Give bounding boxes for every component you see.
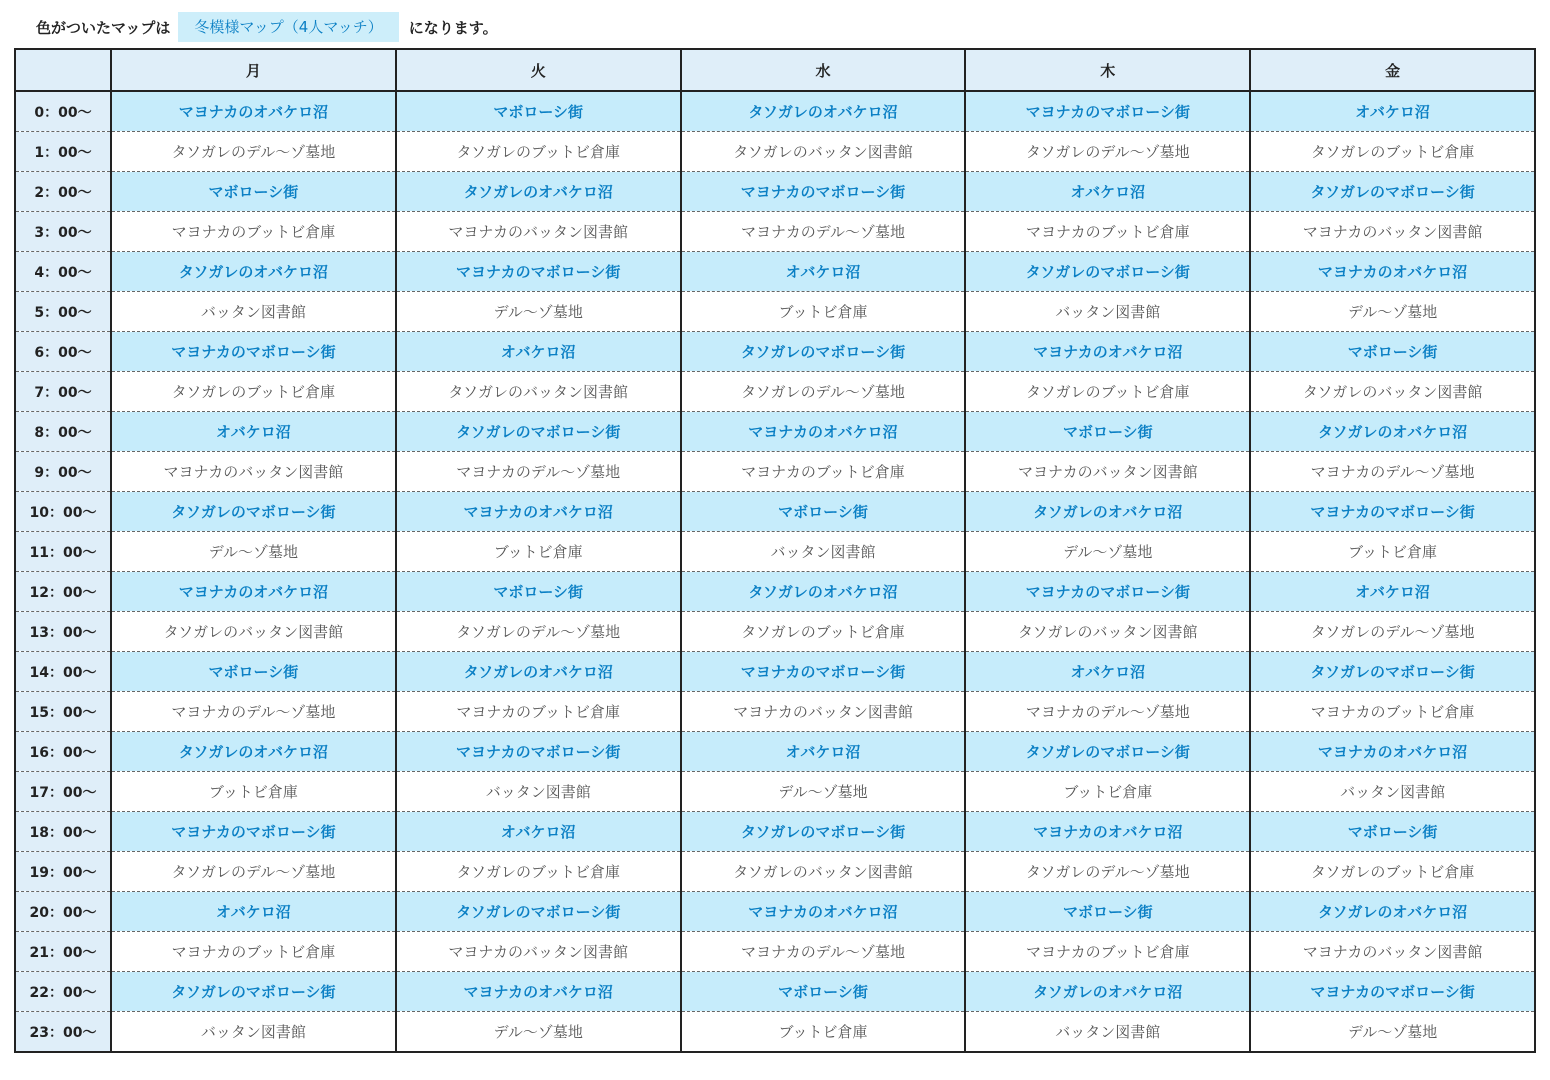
- map-cell: マヨナカのブットビ倉庫: [965, 212, 1250, 252]
- map-cell: タソガレのオバケロ沼: [1250, 412, 1535, 452]
- map-cell: タソガレのオバケロ沼: [681, 572, 966, 612]
- map-cell: マヨナカのマボローシ街: [111, 812, 396, 852]
- map-cell: マヨナカのマボローシ街: [1250, 972, 1535, 1012]
- map-cell: タソガレのバッタン図書館: [965, 612, 1250, 652]
- time-slot-label: 23：00～: [15, 1012, 111, 1053]
- map-cell: マヨナカのバッタン図書館: [1250, 212, 1535, 252]
- time-slot-label: 0：00～: [15, 91, 111, 132]
- map-cell: デル～ゾ墓地: [1250, 1012, 1535, 1053]
- header-wed: 水: [681, 49, 966, 91]
- map-cell: マボローシ街: [111, 652, 396, 692]
- map-cell: マボローシ街: [396, 572, 681, 612]
- map-cell: タソガレのマボローシ街: [965, 732, 1250, 772]
- table-row: [15, 172, 1535, 212]
- map-cell: マヨナカのオバケロ沼: [965, 332, 1250, 372]
- map-cell: マヨナカのブットビ倉庫: [1250, 692, 1535, 732]
- map-cell: タソガレのデル～ゾ墓地: [396, 612, 681, 652]
- map-cell: タソガレのマボローシ街: [965, 252, 1250, 292]
- map-cell: マヨナカのバッタン図書館: [396, 932, 681, 972]
- map-cell: オバケロ沼: [965, 652, 1250, 692]
- map-cell: ブットビ倉庫: [111, 772, 396, 812]
- map-cell: マヨナカのオバケロ沼: [111, 572, 396, 612]
- table-row: [15, 1012, 1535, 1053]
- map-cell: デル～ゾ墓地: [965, 532, 1250, 572]
- map-cell: マヨナカのデル～ゾ墓地: [396, 452, 681, 492]
- time-slot-label: 7：00～: [15, 372, 111, 412]
- map-cell: マヨナカのオバケロ沼: [396, 972, 681, 1012]
- time-slot-label: 6：00～: [15, 332, 111, 372]
- time-slot-label: 15：00～: [15, 692, 111, 732]
- table-row: [15, 572, 1535, 612]
- map-cell: マヨナカのデル～ゾ墓地: [111, 692, 396, 732]
- map-cell: タソガレのオバケロ沼: [111, 252, 396, 292]
- map-cell: マボローシ街: [1250, 812, 1535, 852]
- time-slot-label: 4：00～: [15, 252, 111, 292]
- map-cell: マヨナカのマボローシ街: [681, 652, 966, 692]
- map-cell: マヨナカのデル～ゾ墓地: [681, 212, 966, 252]
- time-slot-label: 3：00～: [15, 212, 111, 252]
- map-cell: タソガレのオバケロ沼: [965, 492, 1250, 532]
- map-cell: タソガレのオバケロ沼: [396, 652, 681, 692]
- map-cell: オバケロ沼: [965, 172, 1250, 212]
- header-time: [15, 49, 111, 91]
- map-cell: タソガレのマボローシ街: [1250, 652, 1535, 692]
- map-cell: タソガレのブットビ倉庫: [396, 132, 681, 172]
- map-cell: タソガレのブットビ倉庫: [681, 612, 966, 652]
- map-cell: マボローシ街: [965, 892, 1250, 932]
- map-cell: タソガレのブットビ倉庫: [396, 852, 681, 892]
- map-cell: マヨナカのマボローシ街: [396, 732, 681, 772]
- table-row: [15, 692, 1535, 732]
- table-row: [15, 212, 1535, 252]
- header-tue: 火: [396, 49, 681, 91]
- map-cell: タソガレのデル～ゾ墓地: [111, 132, 396, 172]
- table-row: [15, 892, 1535, 932]
- map-cell: ブットビ倉庫: [1250, 532, 1535, 572]
- map-cell: タソガレのデル～ゾ墓地: [965, 852, 1250, 892]
- map-cell: マボローシ街: [681, 492, 966, 532]
- map-cell: タソガレのブットビ倉庫: [1250, 132, 1535, 172]
- header-row: [15, 49, 1535, 91]
- map-cell: マヨナカのオバケロ沼: [111, 91, 396, 132]
- map-cell: マヨナカのマボローシ街: [1250, 492, 1535, 532]
- map-cell: オバケロ沼: [681, 732, 966, 772]
- map-cell: マヨナカのオバケロ沼: [965, 812, 1250, 852]
- map-cell: タソガレのオバケロ沼: [681, 91, 966, 132]
- map-cell: タソガレのマボローシ街: [1250, 172, 1535, 212]
- table-row: [15, 332, 1535, 372]
- map-cell: タソガレのブットビ倉庫: [965, 372, 1250, 412]
- map-cell: タソガレのマボローシ街: [396, 892, 681, 932]
- map-cell: マヨナカのマボローシ街: [396, 252, 681, 292]
- map-cell: マボローシ街: [111, 172, 396, 212]
- time-slot-label: 12：00～: [15, 572, 111, 612]
- map-cell: タソガレのデル～ゾ墓地: [965, 132, 1250, 172]
- map-cell: マヨナカのバッタン図書館: [1250, 932, 1535, 972]
- map-cell: デル～ゾ墓地: [1250, 292, 1535, 332]
- map-cell: タソガレのマボローシ街: [111, 492, 396, 532]
- table-row: [15, 932, 1535, 972]
- table-row: [15, 91, 1535, 132]
- time-slot-label: 10：00～: [15, 492, 111, 532]
- map-cell: マヨナカのバッタン図書館: [111, 452, 396, 492]
- map-cell: マヨナカのブットビ倉庫: [111, 212, 396, 252]
- map-cell: マヨナカのブットビ倉庫: [681, 452, 966, 492]
- table-row: [15, 372, 1535, 412]
- table-row: [15, 452, 1535, 492]
- map-cell: オバケロ沼: [111, 412, 396, 452]
- time-slot-label: 19：00～: [15, 852, 111, 892]
- map-cell: タソガレのブットビ倉庫: [111, 372, 396, 412]
- map-cell: タソガレのマボローシ街: [111, 972, 396, 1012]
- map-cell: タソガレのオバケロ沼: [396, 172, 681, 212]
- map-cell: バッタン図書館: [681, 532, 966, 572]
- map-cell: ブットビ倉庫: [965, 772, 1250, 812]
- map-cell: マヨナカのバッタン図書館: [681, 692, 966, 732]
- map-cell: オバケロ沼: [111, 892, 396, 932]
- table-row: [15, 972, 1535, 1012]
- map-cell: タソガレのバッタン図書館: [681, 132, 966, 172]
- map-cell: バッタン図書館: [111, 1012, 396, 1053]
- map-cell: バッタン図書館: [111, 292, 396, 332]
- header-fri: 金: [1250, 49, 1535, 91]
- map-schedule-table: [14, 48, 1536, 1053]
- map-cell: マヨナカのマボローシ街: [681, 172, 966, 212]
- map-cell: マヨナカのオバケロ沼: [1250, 732, 1535, 772]
- time-slot-label: 14：00～: [15, 652, 111, 692]
- map-cell: バッタン図書館: [1250, 772, 1535, 812]
- map-cell: マヨナカのブットビ倉庫: [965, 932, 1250, 972]
- time-slot-label: 22：00～: [15, 972, 111, 1012]
- map-cell: タソガレのバッタン図書館: [1250, 372, 1535, 412]
- map-cell: マヨナカのオバケロ沼: [681, 412, 966, 452]
- map-cell: マヨナカのマボローシ街: [965, 91, 1250, 132]
- time-slot-label: 13：00～: [15, 612, 111, 652]
- map-cell: タソガレのオバケロ沼: [965, 972, 1250, 1012]
- map-cell: タソガレのバッタン図書館: [396, 372, 681, 412]
- map-cell: オバケロ沼: [396, 332, 681, 372]
- time-slot-label: 8：00～: [15, 412, 111, 452]
- map-cell: マヨナカのバッタン図書館: [396, 212, 681, 252]
- table-row: [15, 132, 1535, 172]
- map-cell: バッタン図書館: [965, 1012, 1250, 1053]
- time-slot-label: 5：00～: [15, 292, 111, 332]
- map-cell: マヨナカのマボローシ街: [965, 572, 1250, 612]
- map-cell: タソガレのオバケロ沼: [111, 732, 396, 772]
- map-cell: ブットビ倉庫: [396, 532, 681, 572]
- map-cell: マヨナカのマボローシ街: [111, 332, 396, 372]
- time-slot-label: 11：00～: [15, 532, 111, 572]
- map-cell: マボローシ街: [1250, 332, 1535, 372]
- map-cell: タソガレのバッタン図書館: [681, 852, 966, 892]
- table-row: [15, 852, 1535, 892]
- map-cell: マボローシ街: [965, 412, 1250, 452]
- note-suffix: になります。: [408, 18, 498, 37]
- map-cell: ブットビ倉庫: [681, 1012, 966, 1053]
- table-row: [15, 292, 1535, 332]
- map-cell: バッタン図書館: [396, 772, 681, 812]
- time-slot-label: 18：00～: [15, 812, 111, 852]
- note-prefix: 色がついたマップは: [36, 18, 171, 37]
- table-row: [15, 532, 1535, 572]
- map-cell: マヨナカのブットビ倉庫: [111, 932, 396, 972]
- map-cell: ブットビ倉庫: [681, 292, 966, 332]
- map-cell: バッタン図書館: [965, 292, 1250, 332]
- time-slot-label: 21：00～: [15, 932, 111, 972]
- map-cell: マヨナカのブットビ倉庫: [396, 692, 681, 732]
- note-highlight-sample: 冬模様マップ（4人マッチ）: [178, 12, 398, 42]
- map-cell: オバケロ沼: [396, 812, 681, 852]
- map-cell: デル～ゾ墓地: [396, 1012, 681, 1053]
- map-cell: タソガレのマボローシ街: [681, 332, 966, 372]
- time-slot-label: 1：00～: [15, 132, 111, 172]
- map-cell: デル～ゾ墓地: [111, 532, 396, 572]
- map-cell: マボローシ街: [681, 972, 966, 1012]
- table-row: [15, 492, 1535, 532]
- map-cell: マヨナカのデル～ゾ墓地: [965, 692, 1250, 732]
- table-row: [15, 812, 1535, 852]
- map-cell: マヨナカのデル～ゾ墓地: [1250, 452, 1535, 492]
- header-thu: 木: [965, 49, 1250, 91]
- map-cell: デル～ゾ墓地: [681, 772, 966, 812]
- table-row: [15, 652, 1535, 692]
- table-row: [15, 772, 1535, 812]
- schedule-body: [15, 91, 1535, 1052]
- legend-note: [36, 12, 498, 42]
- map-cell: マヨナカのオバケロ沼: [1250, 252, 1535, 292]
- time-slot-label: 17：00～: [15, 772, 111, 812]
- map-cell: タソガレのデル～ゾ墓地: [111, 852, 396, 892]
- map-cell: タソガレのマボローシ街: [396, 412, 681, 452]
- map-cell: マヨナカのバッタン図書館: [965, 452, 1250, 492]
- time-slot-label: 2：00～: [15, 172, 111, 212]
- map-cell: デル～ゾ墓地: [396, 292, 681, 332]
- header-mon: 月: [111, 49, 396, 91]
- time-slot-label: 20：00～: [15, 892, 111, 932]
- time-slot-label: 9：00～: [15, 452, 111, 492]
- time-slot-label: 16：00～: [15, 732, 111, 772]
- map-cell: オバケロ沼: [681, 252, 966, 292]
- table-row: [15, 612, 1535, 652]
- table-row: [15, 412, 1535, 452]
- map-cell: マヨナカのオバケロ沼: [396, 492, 681, 532]
- table-row: [15, 252, 1535, 292]
- map-cell: タソガレのデル～ゾ墓地: [1250, 612, 1535, 652]
- map-cell: マヨナカのオバケロ沼: [681, 892, 966, 932]
- map-cell: タソガレのデル～ゾ墓地: [681, 372, 966, 412]
- map-cell: マボローシ街: [396, 91, 681, 132]
- map-cell: タソガレのオバケロ沼: [1250, 892, 1535, 932]
- map-cell: オバケロ沼: [1250, 572, 1535, 612]
- map-cell: タソガレのブットビ倉庫: [1250, 852, 1535, 892]
- map-cell: タソガレのマボローシ街: [681, 812, 966, 852]
- map-cell: オバケロ沼: [1250, 91, 1535, 132]
- map-cell: マヨナカのデル～ゾ墓地: [681, 932, 966, 972]
- map-cell: タソガレのバッタン図書館: [111, 612, 396, 652]
- table-row: [15, 732, 1535, 772]
